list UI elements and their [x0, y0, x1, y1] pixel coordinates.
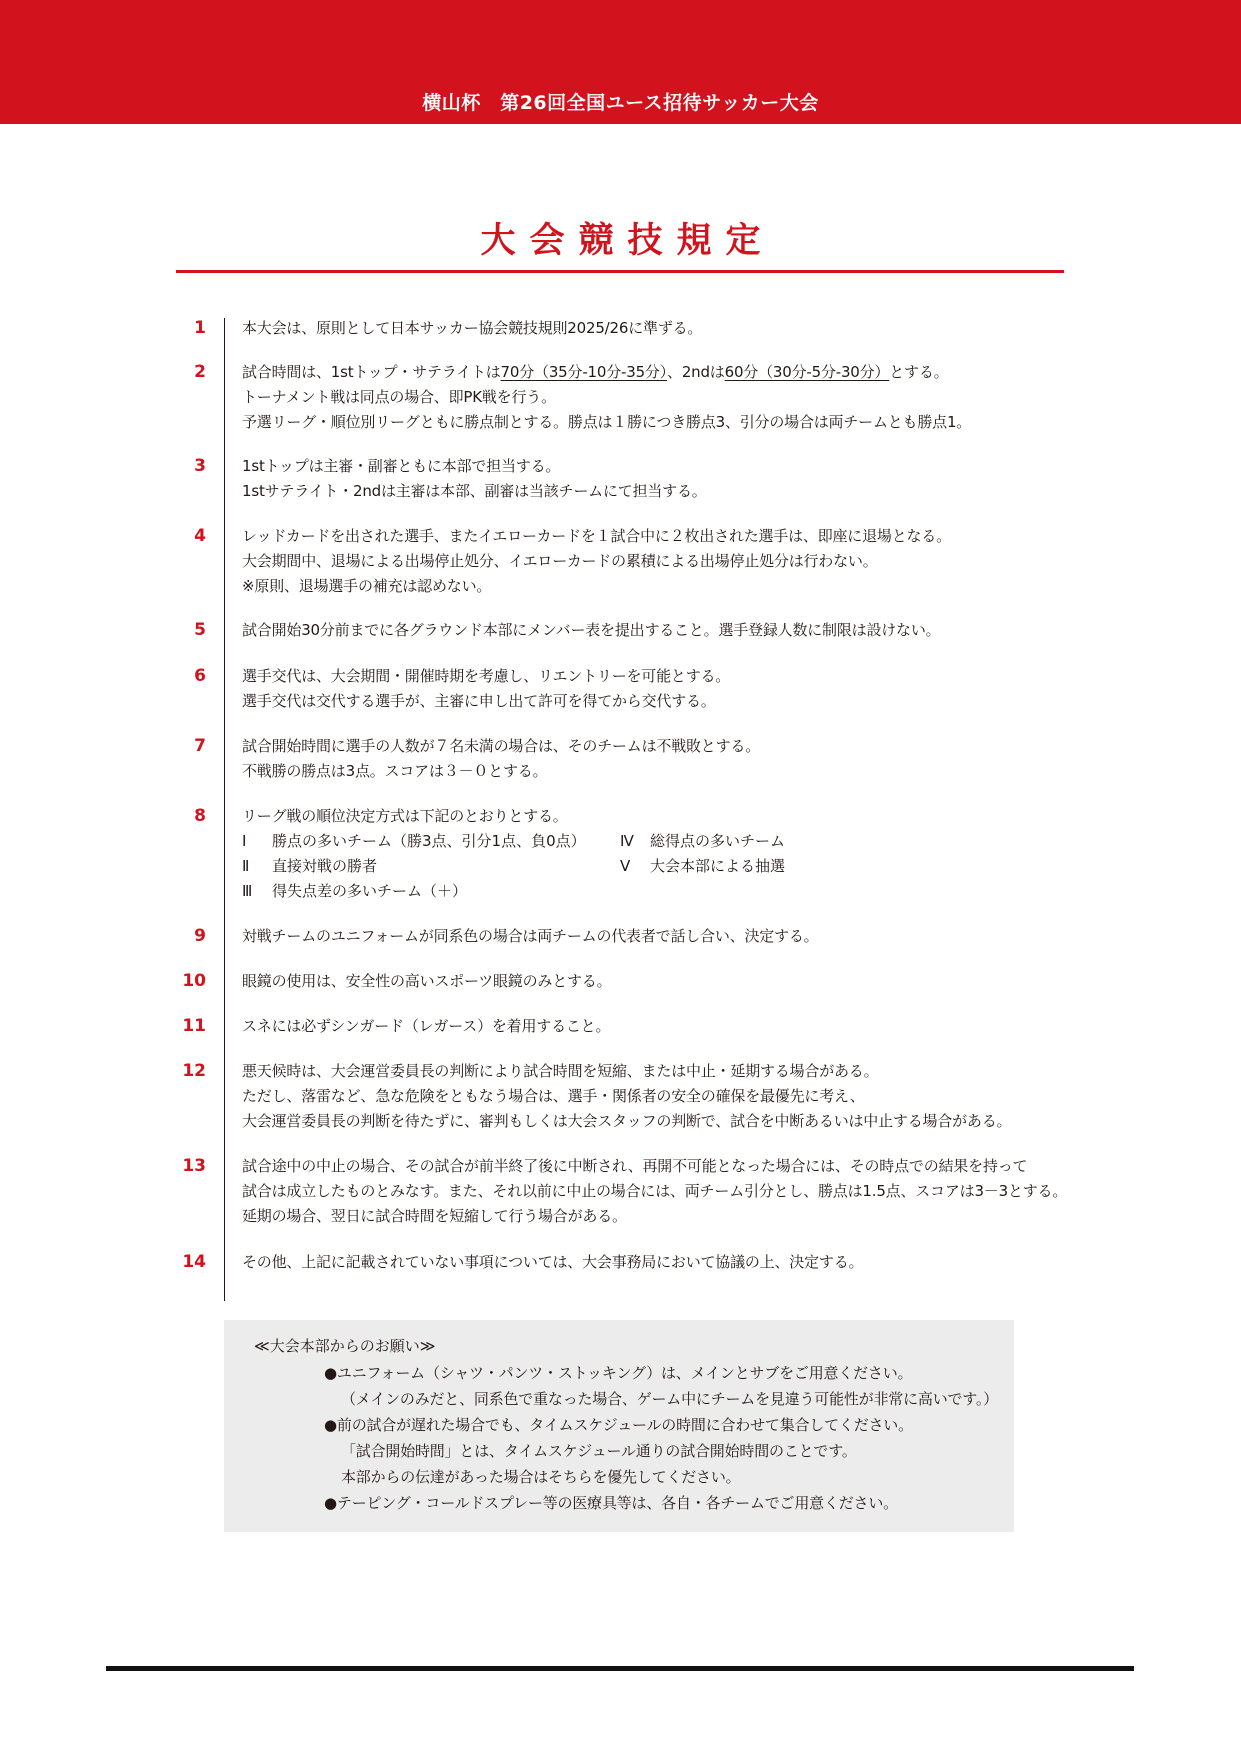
criterion-item: [620, 854, 785, 879]
rule-number: 13: [182, 1156, 206, 1176]
title-underline: [176, 270, 1064, 273]
rule-text: [242, 804, 1082, 904]
rule-text: [242, 969, 1082, 994]
rule-line: 延期の場合、翌日に試合時間を短縮して行う場合がある。: [242, 1207, 627, 1225]
criterion-item: [242, 854, 377, 879]
rule-line: レッドカードを出された選手、またイエローカードを１試合中に２枚出された選手は、即座に退場となる。: [242, 527, 951, 545]
rule-text: [242, 454, 1082, 504]
rule-line: 悪天候時は、大会運営委員長の判断により試合時間を短縮、または中止・延期する場合がある。: [242, 1062, 879, 1080]
tournament-title: 横山杯 第26回全国ユース招待サッカー大会: [422, 92, 819, 114]
notice-line: ●前の試合が遅れた場合でも、タイムスケジュールの時間に合わせて集合してください。: [324, 1416, 913, 1434]
rule-text: [242, 924, 1082, 949]
notice-line: ●ユニフォーム（シャツ・パンツ・ストッキング）は、メインとサブをご用意ください。: [324, 1364, 913, 1382]
rule-line: 1stサテライト・2ndは主審は本部、副審は当該チームにて担当する。: [242, 482, 707, 500]
rule-line: 不戦勝の勝点は3点。スコアは３－０とする。: [242, 762, 548, 780]
rule-text: [242, 524, 1082, 599]
rule-text: [242, 360, 1082, 435]
rule-line: その他、上記に記載されていない事項については、大会事務局において協議の上、決定する。: [242, 1253, 864, 1271]
rule-line: リーグ戦の順位決定方式は下記のとおりとする。: [242, 807, 568, 825]
rule-line: 眼鏡の使用は、安全性の高いスポーツ眼鏡のみとする。: [242, 972, 612, 990]
rule-number: 7: [194, 736, 206, 756]
rule-number: 11: [182, 1016, 206, 1036]
rules-divider-line: [224, 318, 225, 1301]
rule-line: 大会期間中、退場による出場停止処分、イエローカードの累積による出場停止処分は行わない。: [242, 552, 878, 570]
notice-body: [324, 1360, 1004, 1516]
ranking-criteria: [242, 829, 1082, 904]
rule-text: [242, 618, 1082, 643]
rule-text: [242, 664, 1082, 714]
rule-number: 8: [194, 806, 206, 826]
notice-line: （メインのみだと、同系色で重なった場合、ゲーム中にチームを見違う可能性が非常に高いです。）: [341, 1390, 999, 1408]
rule-line: 試合開始30分前までに各グラウンド本部にメンバー表を提出すること。選手登録人数に制限は設けない。: [242, 621, 941, 639]
rule-text: [242, 1059, 1082, 1134]
match-time-2nd: 60分（30分-5分-30分）: [724, 363, 890, 381]
rule-number: 3: [194, 456, 206, 476]
criterion-text: 直接対戦の勝者: [272, 857, 378, 875]
notice-line: 「試合開始時間」とは、タイムスケジュール通りの試合開始時間のことです。: [341, 1442, 857, 1460]
criterion-numeral: Ⅱ: [242, 857, 250, 875]
criterion-numeral: Ⅰ: [242, 832, 247, 850]
rule-number: 2: [194, 362, 206, 382]
rule-line: 試合途中の中止の場合、その試合が前半終了後に中断され、再開不可能となった場合には、その時点での結果を持って: [242, 1157, 1028, 1175]
rule-text: [242, 316, 1082, 341]
notice-line: 本部からの伝達があった場合はそちらを優先してください。: [341, 1468, 741, 1486]
notice-line: ●テーピング・コールドスプレー等の医療具等は、各自・各チームでご用意ください。: [324, 1494, 898, 1512]
rule-line: 予選リーグ・順位別リーグともに勝点制とする。勝点は１勝につき勝点3、引分の場合は両チームとも勝点1。: [242, 413, 972, 431]
criterion-item: [242, 829, 586, 854]
rule-line-segment: 、2ndは: [667, 363, 725, 381]
rule-text: [242, 734, 1082, 784]
rule-line: スネには必ずシンガード（レガース）を着用すること。: [242, 1017, 611, 1035]
rule-number: 10: [182, 971, 206, 991]
rule-number: 9: [194, 926, 206, 946]
footer-rule: [106, 1666, 1134, 1671]
rule-line-segment: 試合時間は、1stトップ・サテライトは: [242, 363, 501, 381]
criterion-text: 大会本部による抽選: [650, 857, 786, 875]
match-time-1st: 70分（35分-10分-35分）: [500, 363, 668, 381]
criterion-text: 勝点の多いチーム（勝3点、引分1点、負0点）: [272, 832, 586, 850]
rule-text: [242, 1154, 1082, 1229]
rule-number: 6: [194, 666, 206, 686]
criterion-numeral: Ⅲ: [242, 882, 253, 900]
document-title: 大会競技規定: [480, 221, 775, 261]
rule-line: 試合開始時間に選手の人数が７名未満の場合は、そのチームは不戦敗とする。: [242, 737, 761, 755]
rule-number: 14: [182, 1252, 206, 1272]
criterion-text: 総得点の多いチーム: [650, 832, 786, 850]
rule-line: トーナメント戦は同点の場合、即PK戦を行う。: [242, 388, 556, 406]
rule-line: 選手交代は、大会期間・開催時期を考慮し、リエントリーを可能とする。: [242, 667, 731, 685]
criterion-text: 得失点差の多いチーム（＋）: [272, 882, 468, 900]
rule-line: 対戦チームのユニフォームが同系色の場合は両チームの代表者で話し合い、決定する。: [242, 927, 819, 945]
criterion-item: [242, 879, 467, 904]
rule-line: 1stトップは主審・副審ともに本部で担当する。: [242, 457, 561, 475]
rule-line: [242, 360, 1082, 385]
rule-text: [242, 1014, 1082, 1039]
rule-number: 1: [194, 318, 206, 338]
rule-number: 4: [194, 526, 206, 546]
criterion-item: [620, 829, 785, 854]
rule-number: 12: [182, 1061, 206, 1081]
rule-line-segment: とする。: [889, 363, 949, 381]
rule-line: 本大会は、原則として日本サッカー協会競技規則2025/26に準ずる。: [242, 319, 703, 337]
criterion-numeral: Ⅳ: [620, 832, 634, 850]
rule-line: 試合は成立したものとみなす。また、それ以前に中止の場合には、両チーム引分とし、勝点は1.5点、スコアは3－3とする。: [242, 1182, 1068, 1200]
rule-line: 大会運営委員長の判断を待たずに、審判もしくは大会スタッフの判断で、試合を中断あるいは中止する場合がある。: [242, 1112, 1012, 1130]
rule-number: 5: [194, 620, 206, 640]
rule-line: 選手交代は交代する選手が、主審に申し出て許可を得てから交代する。: [242, 692, 716, 710]
rule-line: ※原則、退場選手の補充は認めない。: [242, 577, 492, 595]
notice-box: [224, 1320, 1014, 1532]
rule-line: ただし、落雷など、急な危険をともなう場合は、選手・関係者の安全の確保を最優先に考え、: [242, 1087, 865, 1105]
rule-text: [242, 1250, 1082, 1275]
notice-heading: ≪大会本部からのお願い≫: [254, 1337, 436, 1355]
criterion-numeral: Ⅴ: [620, 857, 631, 875]
header-banner: [0, 0, 1241, 124]
